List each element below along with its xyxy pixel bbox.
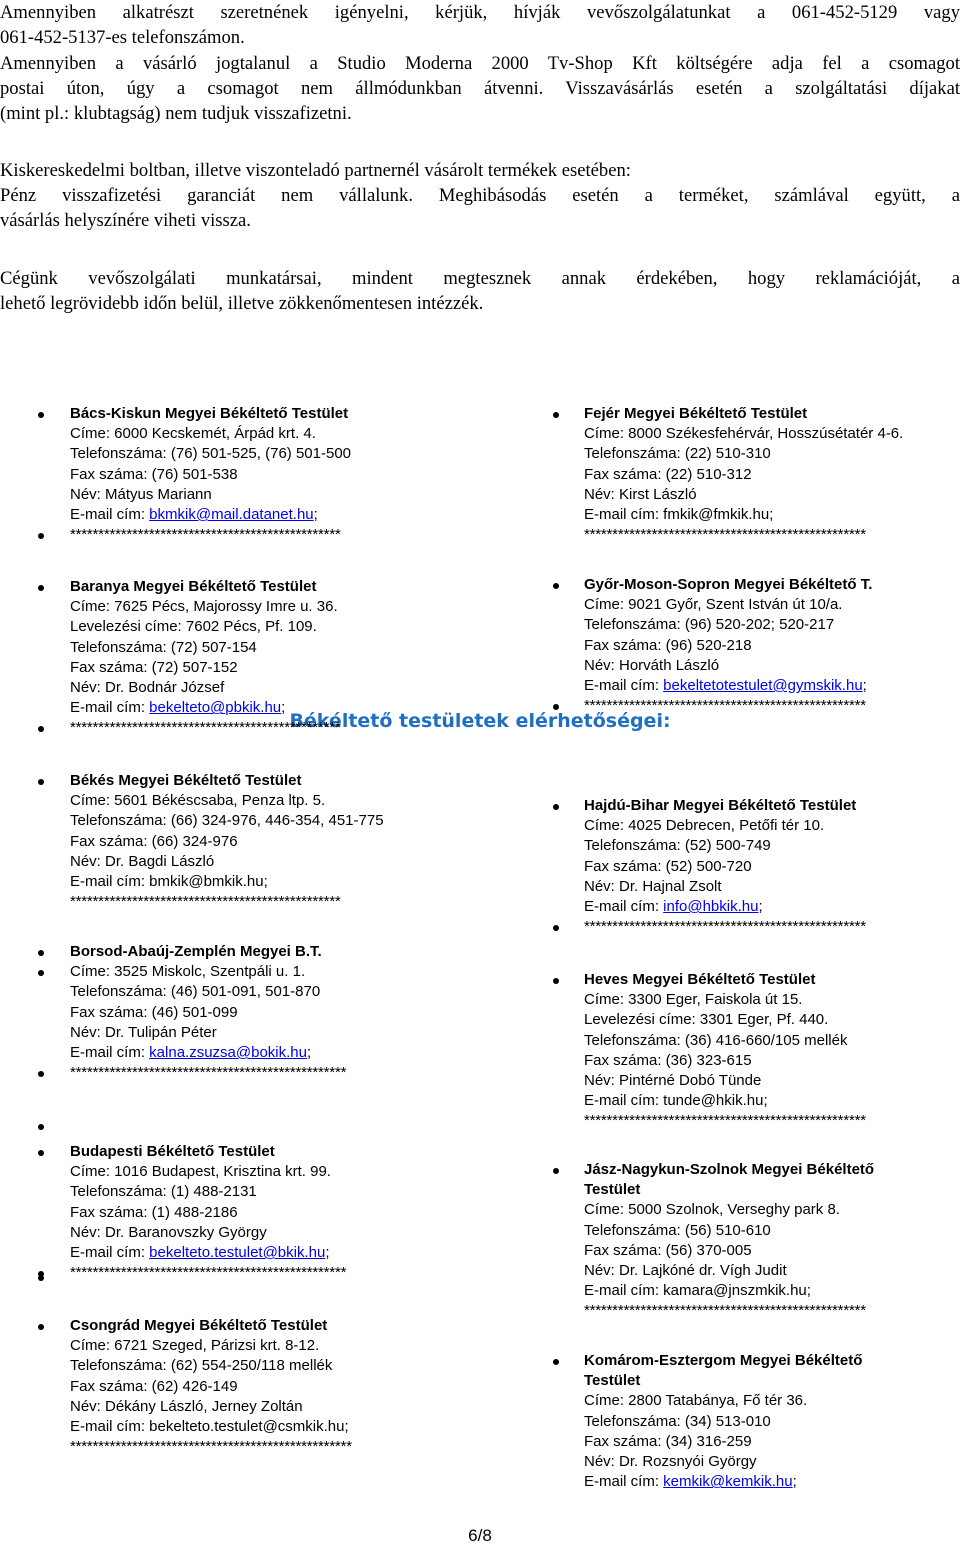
- line-text: **************************************************: [584, 526, 866, 544]
- line-text: Fax száma: (1) 488-2186: [70, 1203, 238, 1221]
- line-text: Levelezési címe: 7602 Pécs, Pf. 109.: [70, 618, 317, 636]
- line-text: Fax száma: (96) 520-218: [584, 636, 752, 654]
- line-suffix: ;: [306, 1044, 312, 1062]
- entry-title: [0, 1316, 520, 1336]
- entry-line: [540, 836, 960, 856]
- line-text: Címe: 2800 Tatabánya, Fő tér 36.: [584, 1392, 808, 1410]
- text-line: Amennyiben a vásárló jogtalanul a Studio Moderna 2000 Tv-Shop Kft költségére adja fel a csomagot: [0, 53, 960, 74]
- text-line: Kiskereskedelmi boltban, illetve viszonteladó partnernél vásárolt termékek esetében:: [0, 160, 631, 181]
- text-line: Pénz visszafizetési garanciát nem vállalunk. Meghibásodás esetén a terméket, számlával együtt, a: [0, 185, 960, 206]
- intro-paragraph-3: [0, 158, 960, 233]
- intro-paragraph-2: [0, 51, 960, 126]
- separator-stars: [540, 696, 960, 716]
- line-text: Név: Dr. Hajnal Zsolt: [584, 877, 722, 895]
- entry-line: [0, 1003, 520, 1023]
- entry-line: [540, 485, 960, 505]
- contact-entry: [540, 796, 960, 937]
- entry-line: [540, 1412, 960, 1432]
- line-text: E-mail cím: kamara@jnszmkik.hu;: [584, 1282, 811, 1300]
- email-line: [540, 1091, 960, 1111]
- entry-line: [540, 595, 960, 615]
- entry-line: [0, 962, 520, 982]
- line-text: Név: Dr. Lajkóné dr. Vígh Judit: [584, 1262, 787, 1280]
- email-link[interactable]: bekeltetotestulet@gymskik.hu: [663, 677, 863, 695]
- line-text: Budapesti Békéltető Testület: [70, 1143, 275, 1160]
- line-text: E-mail cím:: [584, 898, 664, 916]
- email-link[interactable]: info@hbkik.hu: [663, 898, 759, 916]
- line-text: Bács-Kiskun Megyei Békéltető Testület: [70, 405, 349, 422]
- line-text: ************************************************: [70, 893, 341, 911]
- entry-line: [540, 1051, 960, 1071]
- entry-line: [0, 597, 520, 617]
- entry-line: [0, 1162, 520, 1182]
- line-text: E-mail cím: fmkik@fmkik.hu;: [584, 506, 774, 524]
- email-link[interactable]: kemkik@kemkik.hu: [663, 1473, 793, 1491]
- line-text: Név: Dr. Tulipán Péter: [70, 1023, 217, 1041]
- email-line: [540, 1281, 960, 1301]
- entry-title: [0, 404, 520, 424]
- entry-title: [540, 1160, 960, 1180]
- line-text: E-mail cím:: [70, 699, 150, 717]
- line-suffix: ;: [325, 1244, 330, 1262]
- line-text: Címe: 4025 Debrecen, Petőfi tér 10.: [584, 817, 825, 835]
- separator-stars: [0, 1063, 520, 1083]
- separator-stars: [540, 525, 960, 545]
- line-suffix: ;: [281, 699, 286, 717]
- entry-title: [540, 1371, 960, 1391]
- line-text: Borsod-Abaúj-Zemplén Megyei B.T.: [70, 943, 322, 960]
- entry-line: [540, 1391, 960, 1411]
- contact-entry: [0, 577, 520, 739]
- email-line: [0, 505, 520, 525]
- entry-line: [540, 1452, 960, 1472]
- line-text: Címe: 1016 Budapest, Krisztina krt. 99.: [70, 1163, 331, 1181]
- line-text: Fax száma: (52) 500-720: [584, 857, 752, 875]
- line-text: Csongrád Megyei Békéltető Testület: [70, 1317, 328, 1334]
- email-line: [0, 698, 520, 718]
- entry-line: [0, 1223, 520, 1243]
- entry-line: [540, 444, 960, 464]
- line-text: Fax száma: (22) 510-312: [584, 465, 752, 483]
- entry-line: [540, 636, 960, 656]
- contact-entry: [540, 970, 960, 1132]
- line-text: Békés Megyei Békéltető Testület: [70, 772, 302, 789]
- separator-stars: [540, 1111, 960, 1131]
- entry-line: [540, 1031, 960, 1051]
- entry-line: [0, 444, 520, 464]
- line-text: E-mail cím:: [70, 1244, 150, 1262]
- entry-line: [540, 877, 960, 897]
- email-line: [0, 1043, 520, 1063]
- email-line: [540, 1472, 960, 1492]
- separator-stars: [540, 917, 960, 937]
- entry-line: [540, 1221, 960, 1241]
- email-line: [540, 676, 960, 696]
- line-text: Telefonszáma: (1) 488-2131: [70, 1183, 257, 1201]
- entry-title: [540, 970, 960, 990]
- line-text: Fax száma: (36) 323-615: [584, 1051, 752, 1069]
- entry-line: [540, 465, 960, 485]
- email-line: [0, 1243, 520, 1263]
- line-text: Telefonszáma: (96) 520-202; 520-217: [584, 616, 835, 634]
- entry-title: [540, 575, 960, 595]
- entry-line: [0, 638, 520, 658]
- entry-line: [0, 1336, 520, 1356]
- line-text: Címe: 8000 Székesfehérvár, Hosszúsétatér 4-6.: [584, 425, 904, 443]
- line-text: Telefonszáma: (52) 500-749: [584, 837, 771, 855]
- entry-title: [0, 577, 520, 597]
- line-text: Név: Dékány László, Jerney Zoltán: [70, 1397, 303, 1415]
- email-line: [0, 1417, 520, 1437]
- entry-line: [540, 1010, 960, 1030]
- contact-entry: [540, 575, 960, 716]
- email-link[interactable]: kalna.zsuzsa@bokik.hu: [149, 1044, 307, 1062]
- line-text: Név: Pintérné Dobó Tünde: [584, 1072, 762, 1090]
- contact-entry: [540, 404, 960, 545]
- email-link[interactable]: bkmkik@mail.datanet.hu: [149, 506, 314, 524]
- entry-line: [0, 658, 520, 678]
- entry-line: [0, 791, 520, 811]
- entry-line: [0, 1182, 520, 1202]
- line-text: E-mail cím:: [584, 677, 664, 695]
- entry-line: [0, 678, 520, 698]
- email-line: [540, 505, 960, 525]
- entry-line: [0, 465, 520, 485]
- line-text: Levelezési címe: 3301 Eger, Pf. 440.: [584, 1011, 829, 1029]
- line-text: Név: Mátyus Mariann: [70, 485, 212, 503]
- line-text: Testület: [584, 1372, 641, 1390]
- line-text: Telefonszáma: (76) 501-525, (76) 501-500: [70, 445, 352, 463]
- line-text: Győr-Moson-Sopron Megyei Békéltető T.: [584, 576, 873, 593]
- text-line: 061-452-5137-es telefonszámon.: [0, 27, 245, 48]
- entry-line: [540, 615, 960, 635]
- separator-stars: [0, 1263, 520, 1283]
- line-text: ************************************************: [70, 719, 341, 737]
- entry-line: [540, 816, 960, 836]
- intro-paragraph-1: [0, 0, 960, 50]
- separator-stars: [0, 718, 520, 738]
- line-text: Fejér Megyei Békéltető Testület: [584, 405, 808, 422]
- entry-title: [540, 796, 960, 816]
- line-text: Címe: 9021 Győr, Szent István út 10/a.: [584, 596, 843, 614]
- entry-title: [540, 1180, 960, 1200]
- line-text: Címe: 6000 Kecskemét, Árpád krt. 4.: [70, 425, 316, 443]
- line-text: Név: Horváth László: [584, 656, 720, 674]
- line-text: Fax száma: (66) 324-976: [70, 832, 238, 850]
- section-title: Békéltető testületek elérhetőségei:: [289, 710, 671, 732]
- entry-line: [540, 656, 960, 676]
- line-text: Telefonszáma: (66) 324-976, 446-354, 451-775: [70, 812, 384, 830]
- line-text: Címe: 3300 Eger, Faiskola út 15.: [584, 991, 803, 1009]
- entry-title: [540, 404, 960, 424]
- entry-line: [0, 811, 520, 831]
- entry-line: [0, 1397, 520, 1417]
- contact-entry: [0, 771, 520, 912]
- contact-entry: [0, 1142, 520, 1283]
- entry-line: [0, 832, 520, 852]
- line-text: Név: Dr. Baranovszky György: [70, 1223, 267, 1241]
- separator-stars: [540, 1301, 960, 1321]
- entry-line: [540, 990, 960, 1010]
- entry-line: [540, 1200, 960, 1220]
- line-suffix: ;: [313, 506, 318, 524]
- entry-line: [0, 485, 520, 505]
- line-text: Név: Dr. Rozsnyói György: [584, 1453, 757, 1471]
- separator-stars: [0, 892, 520, 912]
- line-text: Komárom-Esztergom Megyei Békéltető: [584, 1352, 863, 1369]
- line-text: Fax száma: (46) 501-099: [70, 1003, 238, 1021]
- line-text: Fax száma: (76) 501-538: [70, 465, 238, 483]
- entry-title: [0, 942, 520, 962]
- line-text: E-mail cím: bmkik@bmkik.hu;: [70, 873, 268, 891]
- bullet-dot: [38, 1124, 44, 1130]
- line-text: Telefonszáma: (46) 501-091, 501-870: [70, 983, 321, 1001]
- entry-line: [0, 617, 520, 637]
- entry-title: [540, 1351, 960, 1371]
- line-text: Telefonszáma: (62) 554-250/118 mellék: [70, 1357, 333, 1375]
- entry-title: [0, 771, 520, 791]
- line-suffix: ;: [792, 1473, 797, 1491]
- line-suffix: ;: [758, 898, 763, 916]
- entry-line: [540, 1071, 960, 1091]
- line-text: **************************************************: [584, 1112, 866, 1130]
- text-line: Cégünk vevőszolgálati munkatársai, mindent megtesznek annak érdekében, hogy reklamációját, a: [0, 268, 960, 289]
- line-text: E-mail cím:: [584, 1473, 664, 1491]
- contact-entry: [540, 1160, 960, 1322]
- separator-stars: [0, 1437, 520, 1457]
- email-line: [540, 897, 960, 917]
- text-line: (mint pl.: klubtagság) nem tudjuk visszafizetni.: [0, 103, 352, 124]
- entry-line: [0, 852, 520, 872]
- line-text: *************************************************: [70, 1264, 347, 1282]
- line-text: Telefonszáma: (22) 510-310: [584, 445, 771, 463]
- bullet-dot: [38, 1275, 44, 1281]
- line-text: Fax száma: (34) 316-259: [584, 1432, 752, 1450]
- line-text: Név: Dr. Bagdi László: [70, 852, 215, 870]
- line-text: Jász-Nagykun-Szolnok Megyei Békéltető: [584, 1161, 875, 1178]
- entry-line: [0, 1356, 520, 1376]
- entry-line: [540, 1261, 960, 1281]
- contact-entry: [0, 942, 520, 1083]
- line-text: Telefonszáma: (34) 513-010: [584, 1412, 771, 1430]
- entry-line: [0, 982, 520, 1002]
- line-text: Hajdú-Bihar Megyei Békéltető Testület: [584, 797, 857, 814]
- line-text: Címe: 7625 Pécs, Majorossy Imre u. 36.: [70, 598, 338, 616]
- contact-entry: [540, 1351, 960, 1492]
- line-text: Fax száma: (72) 507-152: [70, 658, 238, 676]
- line-text: Fax száma: (56) 370-005: [584, 1241, 752, 1259]
- line-text: Címe: 6721 Szeged, Párizsi krt. 8-12.: [70, 1337, 320, 1355]
- line-text: Címe: 5601 Békéscsaba, Penza ltp. 5.: [70, 792, 326, 810]
- line-text: *************************************************: [70, 1064, 347, 1082]
- line-text: E-mail cím:: [70, 506, 150, 524]
- intro-paragraph-4: [0, 266, 960, 316]
- entry-line: [540, 1241, 960, 1261]
- line-text: E-mail cím: bekelteto.testulet@csmkik.hu;: [70, 1418, 349, 1436]
- line-text: E-mail cím: tunde@hkik.hu;: [584, 1092, 768, 1110]
- email-line: [0, 872, 520, 892]
- line-text: **************************************************: [584, 918, 866, 936]
- line-text: Testület: [584, 1181, 641, 1199]
- entry-line: [0, 424, 520, 444]
- entry-line: [0, 1203, 520, 1223]
- line-text: ************************************************: [70, 526, 341, 544]
- line-text: Heves Megyei Békéltető Testület: [584, 971, 816, 988]
- line-text: Név: Dr. Bodnár József: [70, 679, 225, 697]
- entry-line: [540, 424, 960, 444]
- entry-line: [0, 1023, 520, 1043]
- contact-entry: [0, 1316, 520, 1457]
- line-text: Fax száma: (62) 426-149: [70, 1377, 238, 1395]
- contact-entry: [0, 404, 520, 545]
- line-text: **************************************************: [584, 697, 866, 715]
- entry-title: [0, 1142, 520, 1162]
- line-text: Címe: 5000 Szolnok, Verseghy park 8.: [584, 1201, 840, 1219]
- text-line: Amennyiben alkatrészt szeretnének igényelni, kérjük, hívják vevőszolgálatunkat a 061-452-5129 vagy: [0, 2, 960, 23]
- line-text: Címe: 3525 Miskolc, Szentpáli u. 1.: [70, 963, 306, 981]
- text-line: vásárlás helyszínére viheti vissza.: [0, 210, 251, 231]
- line-text: **************************************************: [584, 1302, 866, 1320]
- email-link[interactable]: bekelteto@pbkik.hu: [149, 699, 282, 717]
- text-line: postai úton, úgy a csomagot nem állmódunkban átvenni. Visszavásárlás esetén a szolgáltatási díjakat: [0, 78, 960, 99]
- line-text: **************************************************: [70, 1438, 352, 1456]
- line-text: Név: Kirst László: [584, 485, 697, 503]
- line-text: Baranya Megyei Békéltető Testület: [70, 578, 317, 595]
- line-text: E-mail cím:: [70, 1044, 150, 1062]
- line-suffix: ;: [862, 677, 867, 695]
- entry-line: [0, 1377, 520, 1397]
- line-text: Telefonszáma: (36) 416-660/105 mellék: [584, 1031, 848, 1049]
- line-text: Telefonszáma: (72) 507-154: [70, 638, 257, 656]
- entry-line: [540, 1432, 960, 1452]
- email-link[interactable]: bekelteto.testulet@bkik.hu: [149, 1244, 326, 1262]
- line-text: Telefonszáma: (56) 510-610: [584, 1221, 771, 1239]
- separator-stars: [0, 525, 520, 545]
- entry-line: [540, 857, 960, 877]
- text-line: lehető legrövidebb időn belül, illetve zökkenőmentesen intézzék.: [0, 293, 484, 314]
- page-number: 6/8: [468, 1526, 492, 1545]
